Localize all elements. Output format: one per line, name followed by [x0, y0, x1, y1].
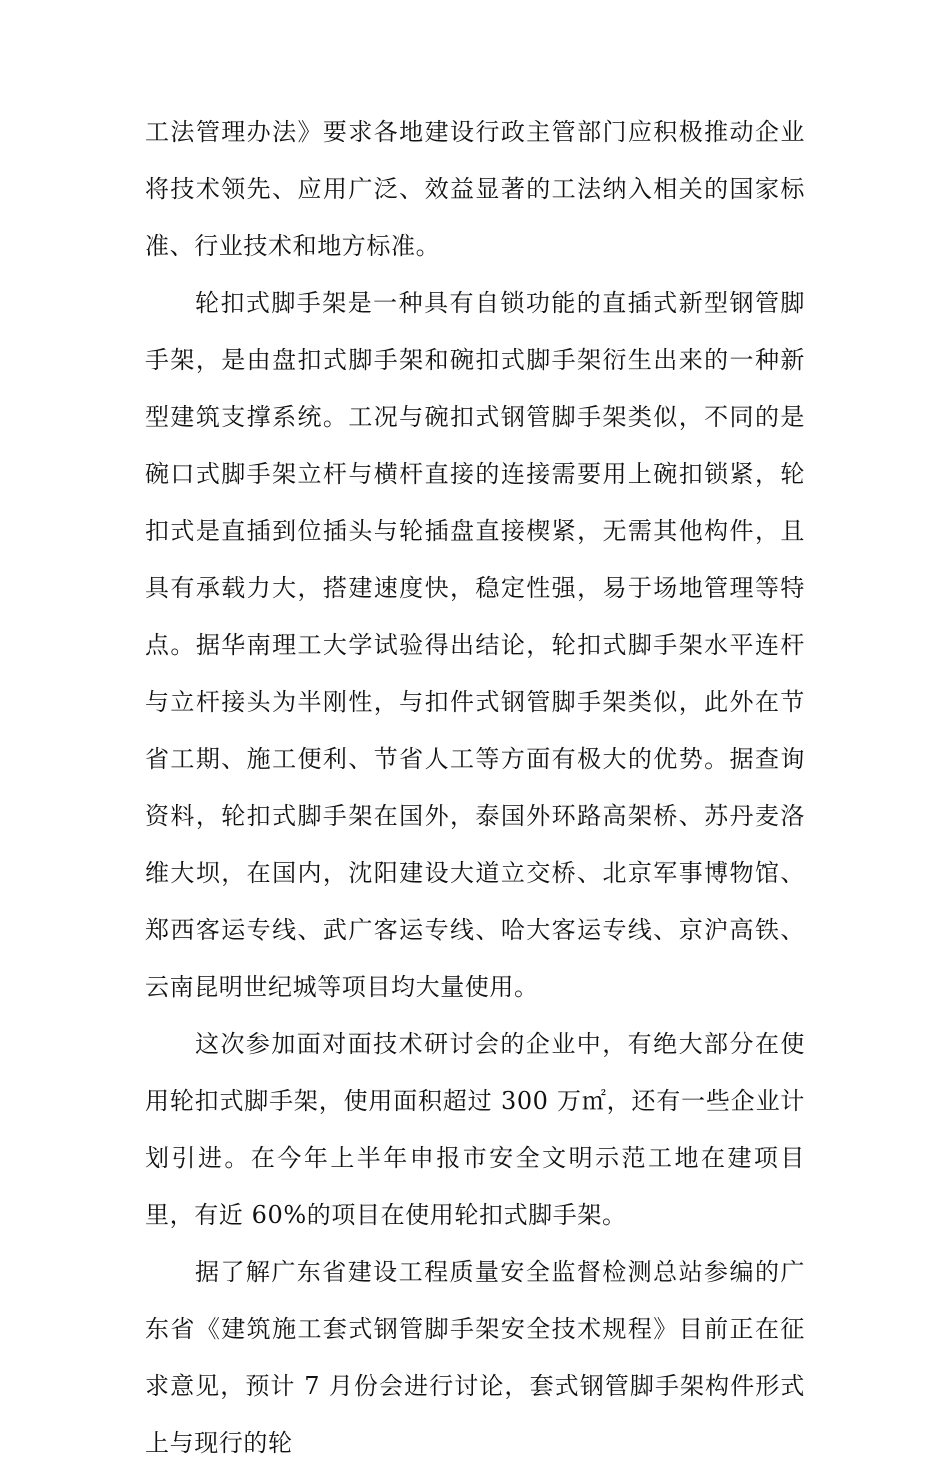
paragraph-3: 这次参加面对面技术研讨会的企业中，有绝大部分在使用轮扣式脚手架，使用面积超过 300 万㎡，还有一些企业计划引进。在今年上半年申报市安全文明示范工地在建项目里，有近 60%的项目在使用轮扣式脚手架。 [145, 1030, 805, 1229]
document-body [145, 104, 805, 1472]
paragraph-4: 据了解广东省建设工程质量安全监督检测总站参编的广东省《建筑施工套式钢管脚手架安全技术规程》目前正在征求意见，预计 7 月份会进行讨论，套式钢管脚手架构件形式上与现行的轮 [145, 1258, 805, 1457]
paragraph-2: 轮扣式脚手架是一种具有自锁功能的直插式新型钢管脚手架，是由盘扣式脚手架和碗扣式脚手架衍生出来的一种新型建筑支撑系统。工况与碗扣式钢管脚手架类似，不同的是碗口式脚手架立杆与横杆直接的连接需要用上碗扣锁紧，轮扣式是直插到位插头与轮插盘直接楔紧，无需其他构件，且具有承载力大，搭建速度快，稳定性强，易于场地管理等特点。据华南理工大学试验得出结论，轮扣式脚手架水平连杆与立杆接头为半刚性，与扣件式钢管脚手架类似，此外在节省工期、施工便利、节省人工等方面有极大的优势。据查询资料，轮扣式脚手架在国外，泰国外环路高架桥、苏丹麦洛维大坝，在国内，沈阳建设大道立交桥、北京军事博物馆、郑西客运专线、武广客运专线、哈大客运专线、京沪高铁、云南昆明世纪城等项目均大量使用。 [145, 289, 805, 1001]
paragraph-1: 工法管理办法》要求各地建设行政主管部门应积极推动企业将技术领先、应用广泛、效益显著的工法纳入相关的国家标准、行业技术和地方标准。 [145, 118, 805, 260]
